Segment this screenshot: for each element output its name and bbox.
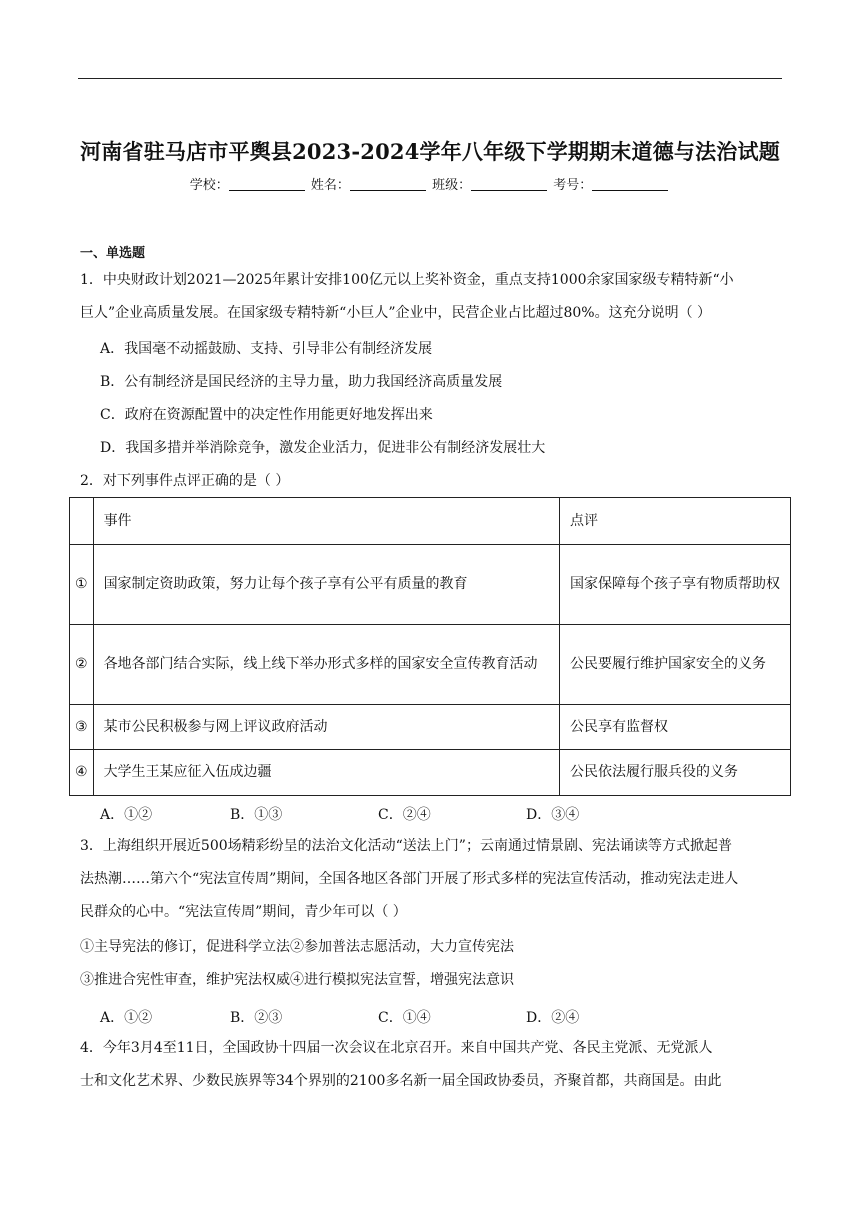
table-row xyxy=(70,545,791,625)
row-event: 国家制定资助政策，努力让每个孩子享有公平有质量的教育 xyxy=(93,545,559,625)
table-row xyxy=(70,625,791,705)
q1-option-d[interactable]: D．我国多措并举消除竞争，激发企业活力，促进非公有制经济发展壮大 xyxy=(100,440,546,456)
q3-stem-line3: 民群众的心中。“宪法宣传周”期间，青少年可以（ ） xyxy=(80,904,407,920)
class-blank[interactable] xyxy=(471,177,547,191)
exam-number-blank[interactable] xyxy=(592,177,668,191)
table-header-row xyxy=(70,498,791,545)
q3-statements-line2: ③推进合宪性审查，维护宪法权威④进行模拟宪法宣誓，增强宪法意识 xyxy=(80,972,514,988)
q3-stem-line2: 法热潮……第六个“宪法宣传周”期间，全国各地区各部门开展了形式多样的宪法宣传活动，推动宪法走进人 xyxy=(80,871,739,887)
q3-statements-line1: ①主导宪法的修订，促进科学立法②参加普法志愿活动，大力宣传宪法 xyxy=(80,939,514,955)
q2-option-c[interactable]: C．②④ xyxy=(378,807,431,823)
row-comment: 国家保障每个孩子享有物质帮助权 xyxy=(560,545,791,625)
q1-option-c[interactable]: C．政府在资源配置中的决定性作用能更好地发挥出来 xyxy=(100,407,433,423)
row-event: 大学生王某应征入伍成边疆 xyxy=(93,750,559,796)
q2-option-d[interactable]: D．③④ xyxy=(526,807,580,823)
student-info-line xyxy=(0,174,860,193)
row-comment: 公民要履行维护国家安全的义务 xyxy=(560,625,791,705)
q3-option-a[interactable]: A．①② xyxy=(100,1010,153,1026)
exam-number-label: 考号： xyxy=(553,178,593,193)
row-event: 各地各部门结合实际，线上线下举办形式多样的国家安全宣传教育活动 xyxy=(93,625,559,705)
q1-option-b[interactable]: B．公有制经济是国民经济的主导力量，助力我国经济高质量发展 xyxy=(100,374,503,390)
school-label: 学校： xyxy=(189,178,229,193)
q4-stem-line1: 4．今年3月4至11日，全国政协十四届一次会议在北京召开。来自中国共产党、各民主党派、无党派人 xyxy=(80,1040,713,1056)
row-comment: 公民依法履行服兵役的义务 xyxy=(560,750,791,796)
q2-stem: 2．对下列事件点评正确的是（ ） xyxy=(80,473,290,489)
table-row xyxy=(70,705,791,750)
q3-option-b[interactable]: B．②③ xyxy=(230,1010,283,1026)
q1-option-a[interactable]: A．我国毫不动摇鼓励、支持、引导非公有制经济发展 xyxy=(100,341,433,357)
name-blank[interactable] xyxy=(350,177,426,191)
name-label: 姓名： xyxy=(310,178,350,193)
row-num: ③ xyxy=(70,705,94,750)
row-num: ② xyxy=(70,625,94,705)
q1-stem-line2: 巨人”企业高质量发展。在国家级专精特新“小巨人”企业中，民营企业占比超过80%。这充分说明（ ） xyxy=(80,305,712,321)
row-num: ④ xyxy=(70,750,94,796)
page-title: 河南省驻马店市平舆县2023-2024学年八年级下学期期末道德与法治试题 xyxy=(80,139,780,164)
q3-option-d[interactable]: D．②④ xyxy=(526,1010,580,1026)
header-rule xyxy=(78,78,782,79)
q1-stem-line1: 1．中央财政计划2021—2025年累计安排100亿元以上奖补资金，重点支持1000余家国家级专精特新“小 xyxy=(80,272,734,288)
row-num: ① xyxy=(70,545,94,625)
table-row xyxy=(70,750,791,796)
q2-option-b[interactable]: B．①③ xyxy=(230,807,283,823)
header-event-cell: 事件 xyxy=(93,498,559,545)
q2-option-a[interactable]: A．①② xyxy=(100,807,153,823)
section-title: 一、单选题 xyxy=(80,246,146,261)
q2-event-table xyxy=(69,497,791,796)
header-comment-cell: 点评 xyxy=(560,498,791,545)
q3-stem-line1: 3．上海组织开展近500场精彩纷呈的法治文化活动“送法上门”；云南通过情景剧、宪法诵读等方式掀起普 xyxy=(80,838,732,854)
class-label: 班级： xyxy=(432,178,472,193)
row-comment: 公民享有监督权 xyxy=(560,705,791,750)
header-num-cell xyxy=(70,498,94,545)
q3-option-c[interactable]: C．①④ xyxy=(378,1010,431,1026)
q4-stem-line2: 士和文化艺术界、少数民族界等34个界别的2100多名新一届全国政协委员，齐聚首都，共商国是。由此 xyxy=(80,1073,722,1089)
school-blank[interactable] xyxy=(229,177,305,191)
row-event: 某市公民积极参与网上评议政府活动 xyxy=(93,705,559,750)
